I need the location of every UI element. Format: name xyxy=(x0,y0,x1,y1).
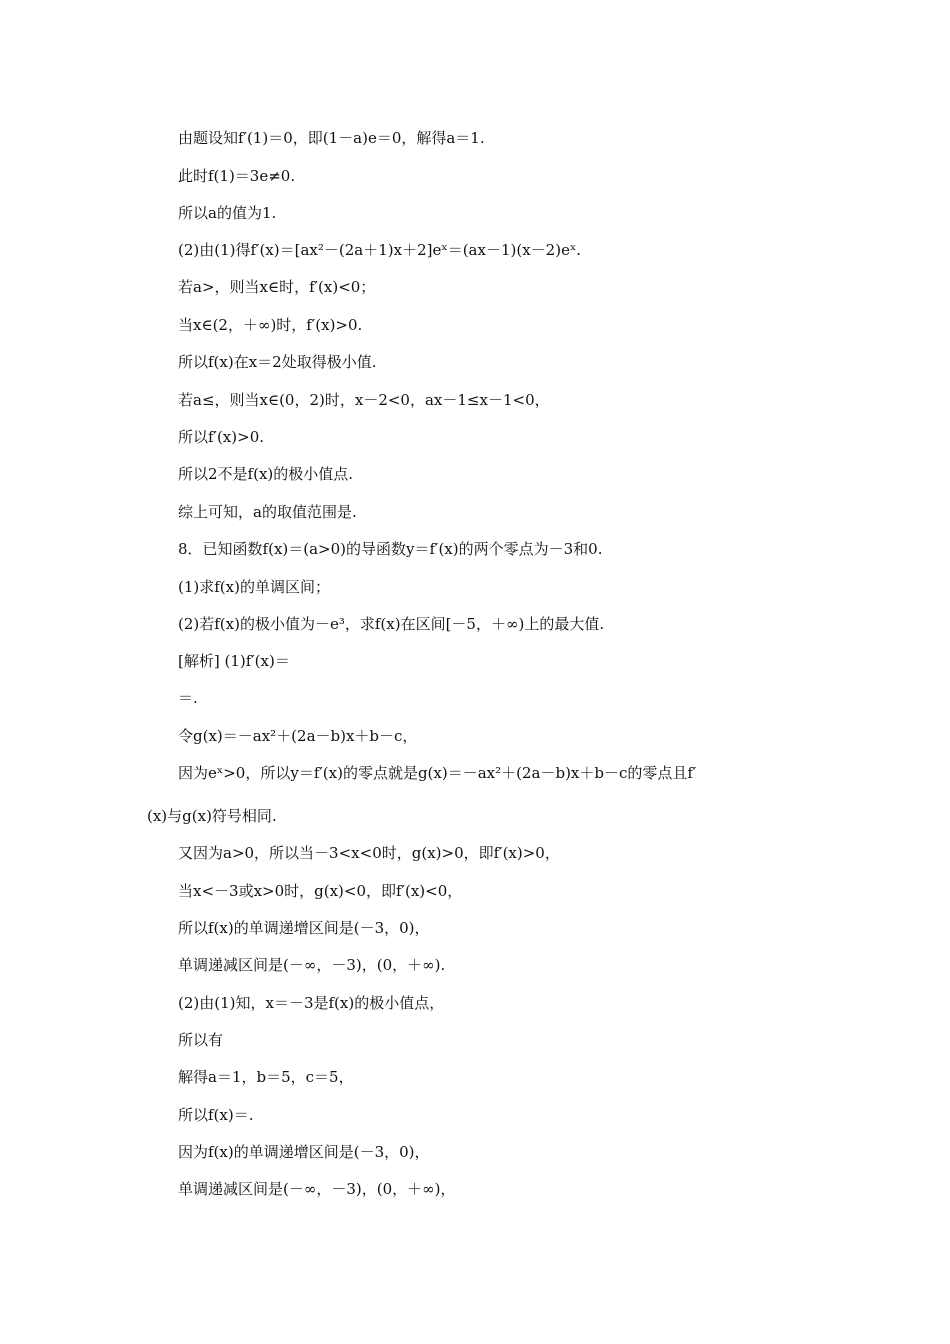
text-line: 单调递减区间是(－∞，－3)，(0，＋∞)， xyxy=(178,1180,456,1198)
text-line: (2)若f(x)的极小值为－e³，求f(x)在区间[－5，＋∞)上的最大值. xyxy=(178,615,605,633)
text-line: 此时f(1)＝3e≠0. xyxy=(178,167,296,185)
problem-8-title: 8．已知函数f(x)＝(a>0)的导函数y＝f′(x)的两个零点为－3和0. xyxy=(178,540,603,558)
text-line: 所以f(x)＝. xyxy=(178,1106,254,1124)
text-line: 解得a＝1，b＝5，c＝5， xyxy=(178,1068,354,1086)
text-line: 若a>，则当x∈时，f′(x)<0； xyxy=(178,278,376,296)
text-line: 由题设知f′(1)＝0，即(1－a)e＝0，解得a＝1. xyxy=(178,129,485,147)
text-line: 所以f(x)在x＝2处取得极小值. xyxy=(178,353,377,371)
text-line: 因为f(x)的单调递增区间是(－3，0)， xyxy=(178,1143,430,1161)
text-line: 所以f(x)的单调递增区间是(－3，0)， xyxy=(178,919,430,937)
text-line: 单调递减区间是(－∞，－3)，(0，＋∞). xyxy=(178,956,446,974)
text-line: 所以2不是f(x)的极小值点. xyxy=(178,465,354,483)
text-line: 因为eˣ>0，所以y＝f′(x)的零点就是g(x)＝－ax²＋(2a－b)x＋b－c的零点且f′ xyxy=(178,764,697,782)
text-line: 所以f′(x)>0. xyxy=(178,428,265,446)
analysis-heading: [解析] (1)f′(x)＝ xyxy=(178,652,290,670)
text-line: 令g(x)＝－ax²＋(2a－b)x＋b－c， xyxy=(178,727,418,745)
text-line: 若a≤，则当x∈(0，2)时，x－2<0，ax－1≤x－1<0， xyxy=(178,391,550,409)
text-line: 所以a的值为1. xyxy=(178,204,277,222)
text-line: 又因为a>0，所以当－3<x<0时，g(x)>0，即f′(x)>0， xyxy=(178,844,560,862)
text-line-continued: (x)与g(x)符号相同. xyxy=(147,807,277,825)
text-line: (2)由(1)知，x＝－3是f(x)的极小值点， xyxy=(178,994,445,1012)
text-line: (2)由(1)得f′(x)＝[ax²－(2a＋1)x＋2]eˣ＝(ax－1)(x－2)eˣ. xyxy=(178,241,582,259)
text-line: ＝. xyxy=(178,689,198,707)
text-line: 综上可知，a的取值范围是. xyxy=(178,503,357,521)
text-line: 当x∈(2，＋∞)时，f′(x)>0. xyxy=(178,316,363,334)
text-line: 当x<－3或x>0时，g(x)<0，即f′(x)<0， xyxy=(178,882,463,900)
text-line: (1)求f(x)的单调区间； xyxy=(178,578,330,596)
text-line: 所以有 xyxy=(178,1031,224,1049)
